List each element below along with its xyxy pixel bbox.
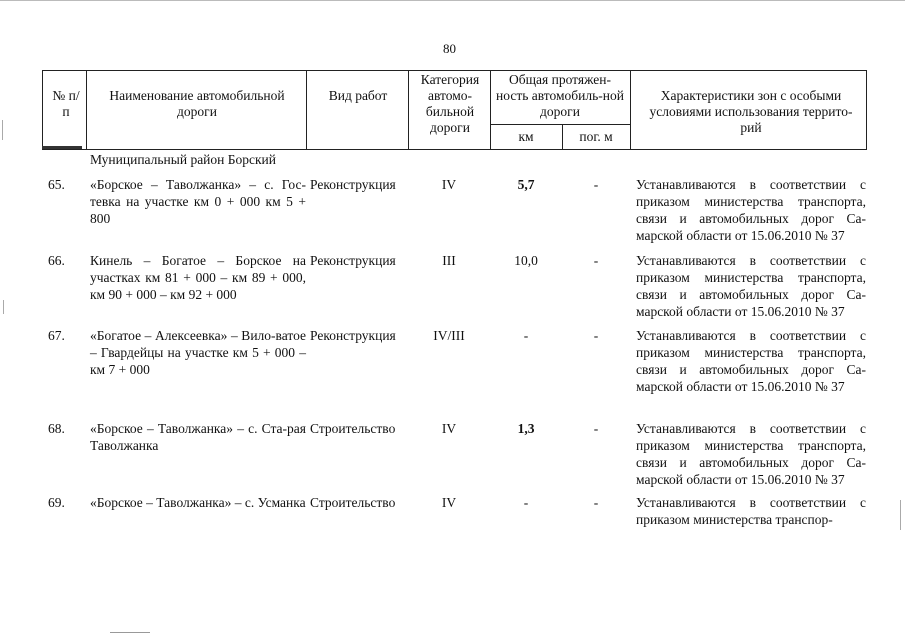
col-divider-3	[408, 70, 409, 150]
length-km: 1,3	[517, 421, 535, 436]
row-number: 66.	[48, 253, 65, 268]
scan-edge-mark-left	[2, 120, 3, 140]
length-pog-m: -	[593, 495, 599, 510]
road-name: «Борское – Таволжанка» – с. Ста-рая Таволжанка	[90, 421, 306, 453]
road-category: IV	[441, 177, 457, 192]
road-name: «Борское – Таволжанка» – с. Гос-тевка на участке км 0 + 000 км 5 + 800	[90, 177, 306, 226]
zone-characteristics: Устанавливаются в соответствии с приказом министерства транспорта, связи и автомобильных дорог Са-марской области от 15.06.2010 № 37	[636, 253, 866, 319]
zone-characteristics: Устанавливаются в соответствии с приказом министерства транспор-	[636, 495, 866, 527]
road-category: IV/III	[433, 328, 465, 343]
header-category: Категория автомо-бильной дороги	[420, 72, 480, 135]
scan-edge-mark-right	[900, 500, 901, 530]
road-name: Кинель – Богатое – Борское на участках км 81 + 000 – км 89 + 000, км 90 + 000 – км 92 + 000	[90, 253, 306, 302]
header-total-length: Общая протяжен-ность автомобиль-ной дороги	[496, 72, 624, 119]
header-pog-m: пог. м	[579, 129, 613, 144]
scan-edge-mark-left-2	[3, 300, 4, 314]
length-km: 10,0	[514, 253, 538, 268]
work-type: Реконструкция	[310, 253, 396, 268]
road-category: IV	[441, 495, 457, 510]
col-divider-2	[306, 70, 307, 150]
row-number: 69.	[48, 495, 65, 510]
length-km: -	[523, 495, 529, 510]
length-km: 5,7	[517, 177, 535, 192]
header-road-name: Наименование автомобильной дороги	[109, 88, 285, 119]
work-type: Реконструкция	[310, 177, 396, 192]
work-type: Строительство	[310, 421, 396, 436]
scan-edge-mark-bottom	[110, 632, 150, 633]
header-characteristics: Характеристики зон с особыми условиями использования террито-рий	[649, 88, 853, 135]
work-type: Строительство	[310, 495, 396, 510]
row-number: 68.	[48, 421, 65, 436]
col-divider-6	[630, 70, 631, 150]
col-divider-right	[866, 70, 867, 150]
length-pog-m: -	[593, 421, 599, 436]
col-divider-left	[42, 70, 43, 150]
length-pog-m: -	[593, 177, 599, 192]
header-km: км	[518, 129, 534, 144]
row-number: 65.	[48, 177, 65, 192]
zone-characteristics: Устанавливаются в соответствии с приказом министерства транспорта, связи и автомобильных дорог Са-марской области от 15.06.2010 № 37	[636, 421, 866, 487]
length-subheader-divider	[490, 124, 630, 125]
scan-edge-mark-top	[0, 0, 905, 1]
header-corner-mark	[42, 146, 82, 149]
table-header-bottom-border	[42, 149, 867, 150]
work-type: Реконструкция	[310, 328, 396, 343]
zone-characteristics: Устанавливаются в соответствии с приказом министерства транспорта, связи и автомобильных дорог Са-марской области от 15.06.2010 № 37	[636, 328, 866, 394]
header-work-type: Вид работ	[328, 88, 388, 103]
col-divider-1	[86, 70, 87, 150]
road-name: «Богатое – Алексеевка» – Вило-ватое – Гвардейцы на участке км 5 + 000 – км 7 + 000	[90, 328, 306, 377]
length-pog-m: -	[593, 328, 599, 343]
road-name: «Борское – Таволжанка» – с. Усманка	[90, 495, 306, 510]
page-number: 80	[443, 41, 456, 56]
section-title: Муниципальный район Борский	[90, 152, 277, 167]
header-num: № п/п	[52, 88, 80, 119]
length-km: -	[523, 328, 529, 343]
row-number: 67.	[48, 328, 65, 343]
length-pog-m: -	[593, 253, 599, 268]
road-category: III	[442, 253, 456, 268]
road-category: IV	[441, 421, 457, 436]
zone-characteristics: Устанавливаются в соответствии с приказом министерства транспорта, связи и автомобильных дорог Са-марской области от 15.06.2010 № 37	[636, 177, 866, 243]
table-top-border	[42, 70, 867, 71]
